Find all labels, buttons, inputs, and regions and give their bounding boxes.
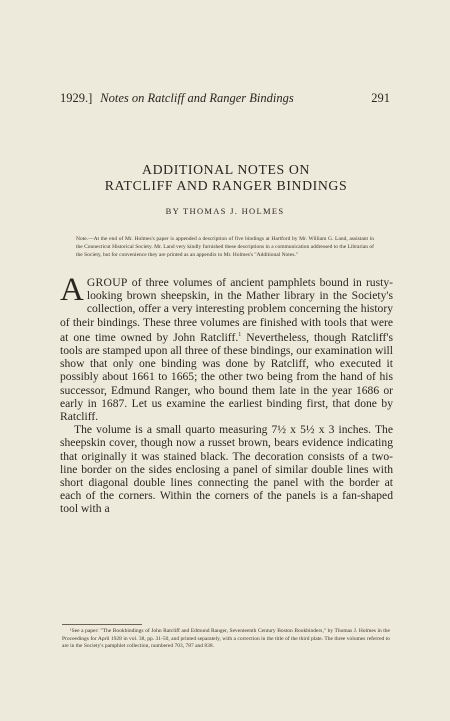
running-head bbox=[60, 91, 390, 106]
footnote-marker: 1 bbox=[238, 331, 242, 338]
article-title bbox=[60, 162, 392, 194]
footnote-divider bbox=[62, 624, 142, 625]
article-title-line-2: RATCLIFF AND RANGER BINDINGS bbox=[104, 178, 348, 193]
byline: BY THOMAS J. HOLMES bbox=[165, 206, 285, 216]
footnotes bbox=[62, 628, 390, 651]
paragraph-1 bbox=[60, 272, 393, 424]
drop-cap: A bbox=[60, 272, 84, 308]
page-number: 291 bbox=[371, 91, 390, 105]
footnote-1: ¹See a paper: "The Bookbindings of John Ratcliff and Edmund Ranger, Seventeenth Century Boston Bookbinders," by Thomas J. Holmes in the Proceedings for April 1928 in vol. 38, pp. 31-50, and printed separately, with a correction in the title of the third plate. The three volumes referred to are in the Society's pamphlet collection, numbered 703, 787 and 838. bbox=[62, 628, 390, 650]
article-title-line-1: ADDITIONAL NOTES ON bbox=[142, 162, 310, 177]
running-head-left bbox=[60, 91, 294, 106]
running-head-year: 1929.] bbox=[60, 91, 93, 105]
paragraph-1-text-a: of three volumes of ancient pamphlets bound in rusty-looking brown sheepskin, in the Mather library in the Society's collection, offer a very interesting problem concerning the history of their bindings. These three volumes are finished with tools that were at one time owned by John Ratcliff. bbox=[60, 276, 393, 344]
paragraph-1-text-b: Nevertheless, though Ratcliff's tools are stamped upon all three of these bindings, our examination will show that only one binding was done by Ratcliff, who executed it possibly about 1661 to 1665; the other two being from the hand of his successor, Edmund Ranger, who bound them late in the year 1686 or early in 1687. Let us examine the earliest binding first, that done by Ratcliff. bbox=[60, 330, 393, 424]
paragraph-2: The volume is a small quarto measuring 7½ x 5½ x 3 inches. The sheepskin cover, though now a russet brown, bears evidence indicating that originally it was stained black. The decoration consists of a two-line border on the sides enclosing a panel of similar double lines with short diagonal double lines connecting the panel with the border at each of the corners. Within the corners of the panels is a fan-shaped tool with a bbox=[60, 423, 393, 516]
article-body bbox=[60, 272, 393, 516]
editor-note: Note.—At the end of Mr. Holmes's paper is appended a description of five bindings at Hartford by Mr. William G. Land, assistant in the Connecticut Historical Society. Mr. Land very kindly furnished these descriptions in a communication addressed to the Librarian of the Society, but for convenience they are printed as an appendix to Mr. Holmes's "Additional Notes." bbox=[76, 236, 374, 258]
lead-word: GROUP bbox=[86, 276, 128, 289]
running-head-title: Notes on Ratcliff and Ranger Bindings bbox=[100, 91, 294, 105]
